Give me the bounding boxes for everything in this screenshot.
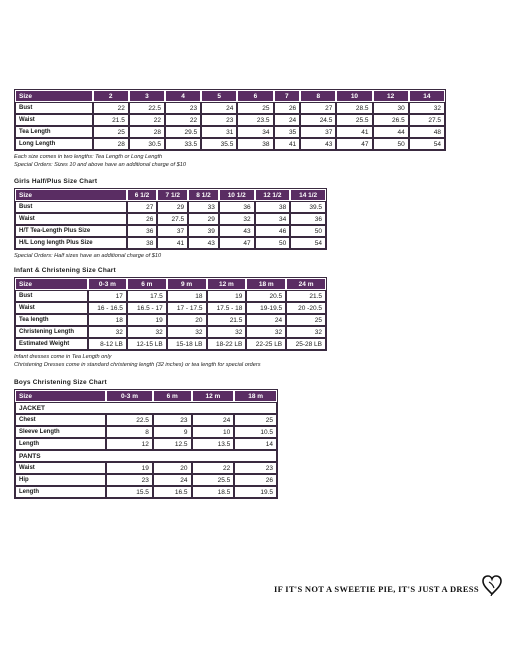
infant-title: Infant & Christening Size Chart [14,267,116,274]
table-cell: 22-25 LB [246,338,286,350]
table-cell: 15-18 LB [167,338,207,350]
table-row [15,201,326,213]
table-cell: 43 [219,225,255,237]
table-cell: 20.5 [246,290,286,302]
size-header: Size [15,90,93,102]
table-cell: 46 [255,225,291,237]
table-cell: 30.5 [129,138,165,150]
table-cell: 39.5 [290,201,326,213]
table-cell: 23 [201,114,237,126]
table-cell: 19 [207,290,247,302]
row-label: Long Length [15,138,93,150]
size-column-header: 7 [274,90,301,102]
table-cell: 8-12 LB [88,338,127,350]
row-label: Chest [15,414,106,426]
row-label: Waist [15,302,88,314]
size-column-header: 3 [129,90,165,102]
infant-table [14,277,327,351]
row-label: Bust [15,201,127,213]
table-cell: 38 [127,237,158,249]
infant-section [14,267,327,369]
table-cell: 19-19.5 [246,302,286,314]
heart-icon [482,574,502,596]
table-cell: 19 [106,462,153,474]
size-column-header: 6 m [153,390,192,402]
table-cell: 54 [409,138,445,150]
table-cell: 32 [409,102,445,114]
table-cell: 26 [127,213,158,225]
infant-note-1: Infant dresses come in Tea Length only [14,354,112,360]
size-header: Size [15,189,127,201]
table-cell: 24 [153,474,192,486]
table-row [15,213,326,225]
header-row [15,278,326,290]
size-column-header: 6 1/2 [127,189,158,201]
size-column-header: 2 [93,90,129,102]
size-header: Size [15,278,88,290]
table-cell: 54 [290,237,326,249]
group-row [15,450,277,462]
table-cell: 27.5 [409,114,445,126]
size-column-header: 8 [300,90,336,102]
group-label: PANTS [15,450,277,462]
table-cell: 10 [192,426,235,438]
table-cell: 50 [373,138,409,150]
table-cell: 38 [255,201,291,213]
table-cell: 12-15 LB [127,338,167,350]
table-cell: 43 [188,237,219,249]
table-cell: 26.5 [373,114,409,126]
table-cell: 33 [188,201,219,213]
table-cell: 23 [153,414,192,426]
row-label: H/T Tea-Length Plus Size [15,225,127,237]
size-column-header: 18 m [246,278,286,290]
row-label: H/L Long length Plus Size [15,237,127,249]
table-row [15,138,445,150]
table-cell: 32 [167,326,207,338]
table-row [15,225,326,237]
table-row [15,474,277,486]
table-row [15,486,277,498]
girls-half-table [14,188,327,250]
row-label: Length [15,438,106,450]
table-cell: 34 [255,213,291,225]
size-column-header: 10 1/2 [219,189,255,201]
header-row [15,90,445,102]
boys-title: Boys Christening Size Chart [14,379,107,386]
girls-half-note: Special Orders: Half sizes have an additional charge of $10 [14,253,162,259]
table-cell: 33.5 [165,138,201,150]
size-column-header: 18 m [234,390,277,402]
table-cell: 22 [129,114,165,126]
table-cell: 32 [88,326,127,338]
table-cell: 29 [157,201,188,213]
row-label: Tea Length [15,126,93,138]
size-column-header: 6 m [127,278,167,290]
table-cell: 19.5 [234,486,277,498]
table-cell: 28 [93,138,129,150]
size-chart-section [14,89,446,169]
table-cell: 23.5 [237,114,273,126]
table-cell: 25-28 LB [286,338,326,350]
table-cell: 16.5 [153,486,192,498]
size-column-header: 14 1/2 [290,189,326,201]
girls-half-section [14,178,327,260]
header-row [15,189,326,201]
row-label: Waist [15,114,93,126]
table-cell: 16.5 - 17 [127,302,167,314]
table-cell: 21.5 [286,290,326,302]
table-cell: 17 - 17.5 [167,302,207,314]
row-label: Sleeve Length [15,426,106,438]
group-label: JACKET [15,402,277,414]
table-cell: 36 [127,225,158,237]
size-column-header: 12 m [207,278,247,290]
row-label: Waist [15,462,106,474]
table-cell: 31 [201,126,237,138]
table-cell: 34 [237,126,273,138]
table-cell: 35 [274,126,301,138]
table-cell: 37 [157,225,188,237]
table-cell: 41 [336,126,372,138]
size-chart-note-1: Each size comes in two lengths: Tea Length or Long Length [14,154,163,160]
table-row [15,438,277,450]
row-label: Tea length [15,314,88,326]
table-cell: 20 -20.5 [286,302,326,314]
size-column-header: 10 [336,90,372,102]
table-cell: 18-22 LB [207,338,247,350]
size-column-header: 14 [409,90,445,102]
table-cell: 36 [219,201,255,213]
table-cell: 18 [167,290,207,302]
table-cell: 19 [127,314,167,326]
size-column-header: 0-3 m [106,390,153,402]
table-cell: 17 [88,290,127,302]
size-column-header: 6 [237,90,273,102]
table-cell: 48 [409,126,445,138]
boys-table [14,389,278,499]
table-row [15,338,326,350]
table-cell: 28 [129,126,165,138]
infant-note-2: Christening Dresses come in standard christening length (32 inches) or tea length for special orders [14,362,261,368]
table-row [15,302,326,314]
table-cell: 44 [373,126,409,138]
table-cell: 24 [192,414,235,426]
table-cell: 35.5 [201,138,237,150]
table-row [15,426,277,438]
table-cell: 47 [336,138,372,150]
table-cell: 14 [234,438,277,450]
size-chart-table [14,89,446,151]
table-cell: 25 [234,414,277,426]
row-label: Hip [15,474,106,486]
table-cell: 23 [165,102,201,114]
table-cell: 20 [167,314,207,326]
table-cell: 17.5 [127,290,167,302]
table-cell: 18.5 [192,486,235,498]
size-column-header: 5 [201,90,237,102]
table-cell: 21.5 [93,114,129,126]
table-cell: 43 [300,138,336,150]
tagline: IF IT'S NOT A SWEETIE PIE, IT'S JUST A DRESS [274,584,479,594]
table-cell: 28.5 [336,102,372,114]
table-cell: 29.5 [165,126,201,138]
table-cell: 30 [373,102,409,114]
table-row [15,290,326,302]
table-cell: 50 [255,237,291,249]
table-cell: 32 [219,213,255,225]
group-row [15,402,277,414]
table-cell: 32 [246,326,286,338]
table-cell: 24.5 [300,114,336,126]
table-cell: 16 - 16.5 [88,302,127,314]
table-cell: 12.5 [153,438,192,450]
table-cell: 22.5 [129,102,165,114]
table-cell: 12 [106,438,153,450]
size-column-header: 0-3 m [88,278,127,290]
size-column-header: 9 m [167,278,207,290]
table-cell: 22 [165,114,201,126]
size-header: Size [15,390,106,402]
table-cell: 26 [274,102,301,114]
table-cell: 27 [300,102,336,114]
table-cell: 32 [207,326,247,338]
header-row [15,390,277,402]
size-column-header: 12 1/2 [255,189,291,201]
table-cell: 27 [127,201,158,213]
table-cell: 8 [106,426,153,438]
row-label: Bust [15,102,93,114]
girls-half-title: Girls Half/Plus Size Chart [14,178,98,185]
table-cell: 17.5 - 18 [207,302,247,314]
table-cell: 13.5 [192,438,235,450]
table-cell: 38 [237,138,273,150]
table-cell: 29 [188,213,219,225]
row-label: Christening Length [15,326,88,338]
table-row [15,102,445,114]
table-row [15,314,326,326]
table-row [15,414,277,426]
table-cell: 41 [157,237,188,249]
size-column-header: 7 1/2 [157,189,188,201]
size-column-header: 24 m [286,278,326,290]
table-cell: 10.5 [234,426,277,438]
table-cell: 15.5 [106,486,153,498]
table-cell: 25 [286,314,326,326]
table-cell: 21.5 [207,314,247,326]
size-column-header: 8 1/2 [188,189,219,201]
size-column-header: 12 [373,90,409,102]
table-cell: 22 [93,102,129,114]
table-cell: 9 [153,426,192,438]
table-cell: 22.5 [106,414,153,426]
table-cell: 24 [201,102,237,114]
table-cell: 25.5 [336,114,372,126]
table-cell: 27.5 [157,213,188,225]
table-cell: 25 [93,126,129,138]
size-column-header: 12 m [192,390,235,402]
table-cell: 47 [219,237,255,249]
row-label: Estimated Weight [15,338,88,350]
table-cell: 26 [234,474,277,486]
table-cell: 22 [192,462,235,474]
table-cell: 39 [188,225,219,237]
row-label: Length [15,486,106,498]
table-cell: 25.5 [192,474,235,486]
table-row [15,126,445,138]
table-cell: 23 [106,474,153,486]
table-cell: 23 [234,462,277,474]
size-column-header: 4 [165,90,201,102]
table-cell: 32 [127,326,167,338]
table-cell: 41 [274,138,301,150]
table-cell: 24 [246,314,286,326]
table-cell: 24 [274,114,301,126]
table-row [15,114,445,126]
table-row [15,237,326,249]
table-cell: 32 [286,326,326,338]
table-cell: 37 [300,126,336,138]
table-cell: 50 [290,225,326,237]
size-chart-note-2: Special Orders: Sizes 10 and above have an additional charge of $10 [14,162,186,168]
table-cell: 20 [153,462,192,474]
row-label: Bust [15,290,88,302]
table-row [15,326,326,338]
boys-section [14,379,278,499]
table-cell: 25 [237,102,273,114]
table-row [15,462,277,474]
table-cell: 18 [88,314,127,326]
row-label: Waist [15,213,127,225]
table-cell: 36 [290,213,326,225]
